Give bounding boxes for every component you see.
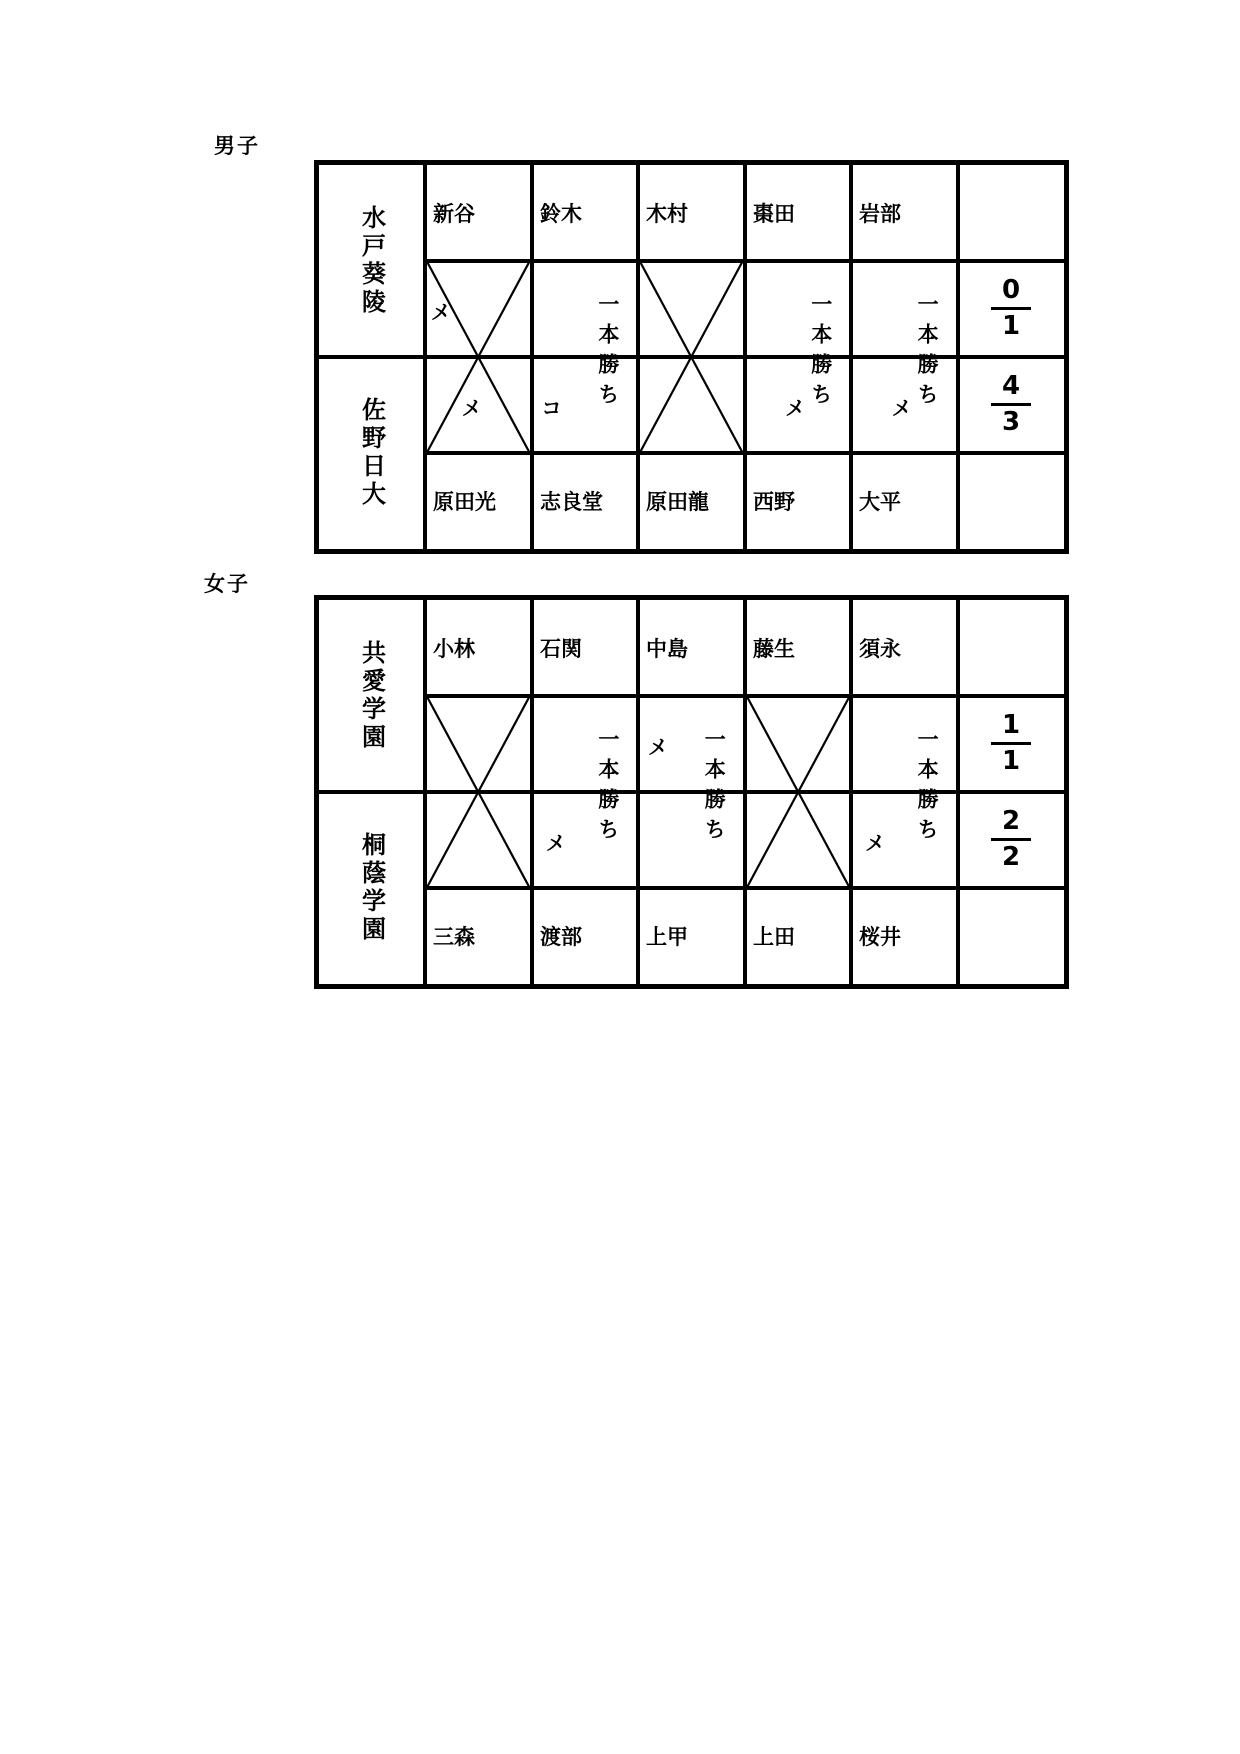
score-denominator: 1 [1001, 746, 1021, 776]
team-score-bottom [958, 373, 1064, 436]
player-name: 上甲 [646, 925, 688, 949]
player-name: 岩部 [859, 202, 901, 226]
point-mark: メ [647, 735, 668, 759]
team-score-bottom [958, 808, 1064, 871]
point-mark: コ [541, 396, 562, 420]
player-name: 小林 [433, 637, 475, 661]
player-name: 渡部 [540, 925, 582, 949]
point-mark: メ [461, 396, 482, 420]
ippon-win-label: 一本勝ち [702, 728, 727, 848]
fraction-bar [991, 403, 1031, 406]
player-name: 三森 [433, 925, 475, 949]
player-name: 桜井 [859, 925, 901, 949]
crossed-out-icon [638, 261, 744, 453]
point-mark: メ [430, 300, 451, 324]
ippon-win-label: 一本勝ち [595, 293, 620, 413]
player-name: 石関 [540, 637, 582, 661]
ippon-win-label: 一本勝ち [915, 728, 940, 848]
ippon-win-label: 一本勝ち [915, 293, 940, 413]
score-numerator: 2 [1001, 806, 1021, 836]
fraction-bar [991, 838, 1031, 841]
point-mark: メ [864, 831, 885, 855]
score-denominator: 2 [1001, 842, 1021, 872]
fraction-bar [991, 307, 1031, 310]
section-label-womens: 女子 [204, 572, 250, 596]
womens-score-table [314, 595, 1069, 989]
mens-score-table [314, 160, 1069, 554]
team-score-top [958, 277, 1064, 340]
team-name-top: 水戸葵陵 [357, 205, 386, 317]
player-name: 須永 [859, 637, 901, 661]
team-name-bottom: 桐蔭学園 [357, 832, 386, 944]
section-label-mens: 男子 [214, 134, 260, 158]
fraction-bar [991, 742, 1031, 745]
player-name: 原田光 [433, 490, 496, 514]
point-mark: メ [891, 396, 912, 420]
player-name: 木村 [646, 202, 688, 226]
player-name: 上田 [753, 925, 795, 949]
score-numerator: 4 [1001, 371, 1021, 401]
crossed-out-icon [745, 696, 851, 888]
score-denominator: 3 [1001, 407, 1021, 437]
player-name: 大平 [859, 490, 901, 514]
score-numerator: 0 [1001, 275, 1021, 305]
point-mark: メ [785, 396, 806, 420]
player-name: 西野 [753, 490, 795, 514]
team-score-top [958, 712, 1064, 775]
player-name: 棗田 [753, 202, 795, 226]
player-name: 志良堂 [540, 490, 603, 514]
player-name: 藤生 [753, 637, 795, 661]
player-name: 鈴木 [540, 202, 582, 226]
player-name: 新谷 [433, 202, 475, 226]
crossed-out-icon [425, 261, 531, 453]
ippon-win-label: 一本勝ち [595, 728, 620, 848]
player-name: 原田龍 [646, 490, 709, 514]
point-mark: メ [545, 831, 566, 855]
player-name: 中島 [646, 637, 688, 661]
crossed-out-icon [425, 696, 531, 888]
ippon-win-label: 一本勝ち [808, 293, 833, 413]
team-name-top: 共愛学園 [357, 640, 386, 752]
score-numerator: 1 [1001, 710, 1021, 740]
team-name-bottom: 佐野日大 [357, 397, 386, 509]
score-denominator: 1 [1001, 311, 1021, 341]
